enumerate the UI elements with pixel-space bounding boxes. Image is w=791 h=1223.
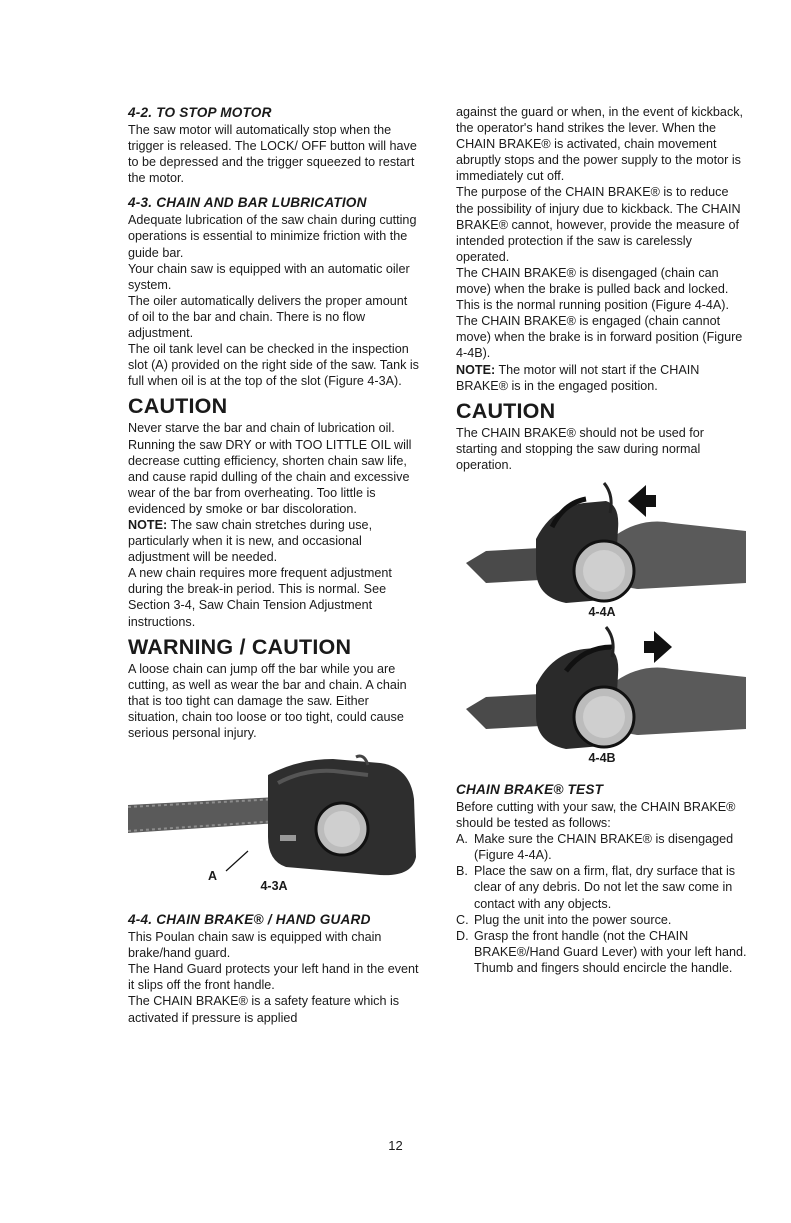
lubrication-para-1: Adequate lubrication of the saw chain during cutting operations is essential to minimize friction with the guide bar. bbox=[128, 213, 417, 260]
right-note-text: The motor will not start if the CHAIN BRAKE® is in the engaged position. bbox=[456, 362, 700, 393]
list-item: A. Make sure the CHAIN BRAKE® is disengaged (Figure 4-4A). bbox=[456, 832, 734, 863]
arrow-back-icon bbox=[628, 485, 656, 517]
right-note-para bbox=[456, 362, 748, 394]
warning-caution-heading: WARNING / CAUTION bbox=[128, 634, 352, 659]
chain-brake-test-steps bbox=[456, 831, 748, 976]
chain-brake-disengaged-illustration bbox=[456, 479, 746, 607]
chainsaw-oil-slot-illustration bbox=[128, 753, 418, 884]
purpose-para: The purpose of the CHAIN BRAKE® is to reduce the possibility of injury due to kickback. The CHAIN BRAKE® cannot, however, provide the measure of intended protection if the saw is carelessly operated. bbox=[456, 185, 741, 264]
caution-heading: CAUTION bbox=[128, 394, 228, 419]
warning-text: A loose chain can jump off the bar while you are cutting, as well as wear the bar and chain. A chain that is too tight can damage the saw. Either situation, chain too loose or too tight, could cause serious personal injury. bbox=[128, 661, 407, 740]
note-text: The saw chain stretches during use, particularly when it is new, and occasional adjustment will be needed. bbox=[128, 517, 373, 565]
chain-brake-para-3: The CHAIN BRAKE® is a safety feature which is activated if pressure is applied bbox=[128, 994, 400, 1025]
figure-4-4a bbox=[456, 479, 748, 619]
note-para bbox=[128, 517, 420, 565]
engaged-para: The CHAIN BRAKE® is engaged (chain cannot move) when the brake is in forward position (Figure 4-4B). bbox=[456, 314, 743, 361]
disengaged-para: The CHAIN BRAKE® is disengaged (chain can move) when the brake is pulled back and locked. This is the normal running position (Figure 4-4A). bbox=[456, 265, 729, 313]
right-column bbox=[456, 104, 748, 976]
figure-4-3a-caption: 4-3A bbox=[260, 879, 288, 894]
lubrication-para-3: The oiler automatically delivers the proper amount of oil to the bar and chain. There is no flow adjustment. bbox=[128, 293, 408, 341]
lubrication-para-4: The oil tank level can be checked in the inspection slot (A) provided on the right side of the saw. Tank is full when oil is at the top of the slot (Figure 4-3A). bbox=[128, 342, 419, 389]
left-column bbox=[128, 104, 420, 1026]
chain-brake-test-intro: Before cutting with your saw, the CHAIN BRAKE® should be tested as follows: bbox=[456, 799, 736, 831]
list-item: C. Plug the unit into the power source. bbox=[456, 912, 672, 927]
chain-brake-engaged-illustration bbox=[456, 625, 746, 753]
section-4-2-title: 4-2. TO STOP MOTOR bbox=[128, 105, 272, 120]
note-label: NOTE: bbox=[128, 517, 168, 532]
break-in-para: A new chain requires more frequent adjustment during the break-in period. This is normal. See Section 3-4, Saw Chain Tension Adjustment instructions. bbox=[128, 566, 392, 629]
section-4-3-title: 4-3. CHAIN AND BAR LUBRICATION bbox=[128, 195, 367, 211]
page-number: 12 bbox=[388, 1138, 403, 1153]
section-4-2-text: The saw motor will automatically stop when the trigger is released. The LOCK/ OFF button will have to be depressed and the trigger squeezed to restart the motor. bbox=[128, 123, 417, 186]
list-item: D. Grasp the front handle (not the CHAIN BRAKE®/Hand Guard Lever) with your left hand. Thumb and fingers should encircle the handle. bbox=[456, 928, 747, 975]
figure-pointer-label: A bbox=[208, 869, 218, 884]
chain-brake-para-2: The Hand Guard protects your left hand in the event it slips off the front handle. bbox=[128, 962, 419, 993]
figure-4-4a-caption: 4-4A bbox=[588, 604, 616, 619]
chain-brake-para-1: This Poulan chain saw is equipped with chain brake/hand guard. bbox=[128, 930, 382, 961]
kickback-para: against the guard or when, in the event of kickback, the operator's hand strikes the lever. When the CHAIN BRAKE® is activated, chain movement abruptly stops and the power supply to the motor is immediately cut off. bbox=[456, 105, 744, 184]
right-caution-text: The CHAIN BRAKE® should not be used for starting and stopping the saw during normal operation. bbox=[456, 425, 704, 472]
right-note-label: NOTE: bbox=[456, 362, 496, 377]
figure-4-3a bbox=[128, 753, 420, 893]
chain-brake-test-title: CHAIN BRAKE® TEST bbox=[456, 781, 604, 797]
right-caution-heading: CAUTION bbox=[456, 398, 556, 423]
caution-text: Never starve the bar and chain of lubrication oil. Running the saw DRY or with TOO LITTLE OIL will decrease cutting efficiency, shorten chain saw life, and cause rapid dulling of the chain and excessive wear of the bar from overheating. Too little is evidenced by smoke or bar discoloration. bbox=[128, 421, 412, 516]
figure-4-4b-caption: 4-4B bbox=[588, 750, 616, 765]
list-item: B. Place the saw on a firm, flat, dry surface that is clear of any debris. Do not let the saw come in contact with any objects. bbox=[456, 864, 736, 911]
lubrication-para-2: Your chain saw is equipped with an automatic oiler system. bbox=[128, 261, 410, 292]
section-4-4-title: 4-4. CHAIN BRAKE® / HAND GUARD bbox=[128, 912, 371, 928]
arrow-forward-icon bbox=[644, 631, 672, 663]
figure-4-4b bbox=[456, 625, 748, 765]
